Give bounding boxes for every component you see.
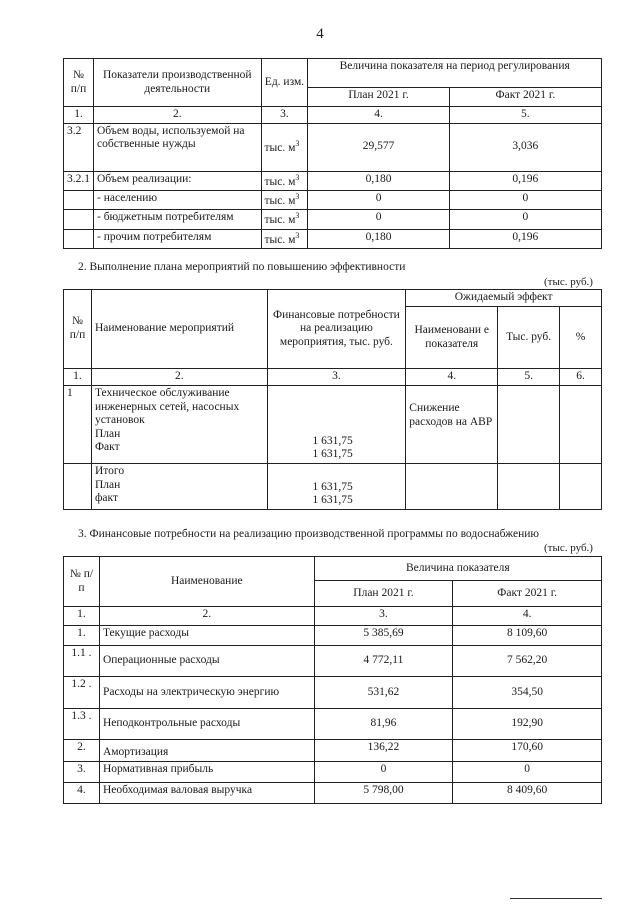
row-financing: 1 631,75 1 631,75 — [267, 464, 406, 510]
table-row — [64, 210, 602, 229]
row-effect — [406, 464, 498, 510]
row-plan: 531,62 — [314, 677, 453, 709]
row-fact: 8 109,60 — [453, 626, 602, 646]
col-number: 3. — [267, 369, 406, 386]
table-row — [64, 171, 602, 190]
row-name: Амортизация — [99, 740, 314, 762]
col-header-fact: Факт 2021 г. — [453, 581, 602, 607]
col-header-no: № п/п — [64, 290, 92, 369]
row-unit: тыс. $м^3$ — [261, 190, 308, 209]
row-effect-rub — [498, 386, 560, 464]
table-row — [64, 464, 602, 510]
row-plan: 136,22 — [314, 740, 453, 762]
col-number: 4. — [308, 107, 449, 124]
row-plan: 4 772,11 — [314, 646, 453, 677]
col-number: 3. — [261, 107, 308, 124]
table-row — [64, 646, 602, 677]
col-header-name: Наименование мероприятий — [91, 290, 267, 369]
row-name: Расходы на электрическую энергию — [99, 677, 314, 709]
row-fact: 170,60 — [453, 740, 602, 762]
row-unit: тыс. $м^3$ — [261, 229, 308, 248]
row-name: Итого План факт — [91, 464, 267, 510]
row-number — [64, 229, 94, 248]
row-number: 1. — [64, 626, 100, 646]
row-effect: Снижение расходов на АВР — [406, 386, 498, 464]
row-plan: 29,577 — [308, 123, 449, 171]
row-name: - прочим потребителям — [94, 229, 262, 248]
production-indicators-table — [63, 58, 602, 249]
col-header-indicators: Показатели производственной деятельности — [94, 59, 262, 107]
footer-rule — [510, 898, 602, 899]
financial-needs-table — [63, 556, 602, 804]
row-plan: 0 — [308, 210, 449, 229]
row-unit: тыс. $м^3$ — [261, 123, 308, 171]
table-row — [64, 123, 602, 171]
col-header-thousand-rub: Тыс. руб. — [498, 307, 560, 369]
row-name: Нормативная прибыль — [99, 762, 314, 783]
row-number — [64, 190, 94, 209]
row-effect-percent — [560, 386, 602, 464]
row-number — [64, 464, 92, 510]
table-row — [64, 677, 602, 709]
row-fact: 0,196 — [449, 171, 601, 190]
row-effect-percent — [560, 464, 602, 510]
row-plan: 0 — [308, 190, 449, 209]
row-name: Текущие расходы — [99, 626, 314, 646]
col-number: 3. — [314, 607, 453, 626]
row-number: 1.2 . — [64, 677, 100, 709]
table-row — [64, 626, 602, 646]
row-fact: 0,196 — [449, 229, 601, 248]
efficiency-measures-table — [63, 289, 602, 510]
table-row — [64, 762, 602, 783]
col-number: 2. — [91, 369, 267, 386]
table-row — [64, 783, 602, 804]
table-row — [64, 386, 602, 464]
col-header-no: № п/п — [64, 59, 94, 107]
row-name: Объем реализации: — [94, 171, 262, 190]
col-number: 1. — [64, 107, 94, 124]
col-header-effect: Ожидаемый эффект — [406, 290, 602, 307]
col-header-indicator-name: Наименовани е показателя — [406, 307, 498, 369]
row-name: Объем воды, используемой на собственные нужды — [94, 123, 262, 171]
row-plan: 5 385,69 — [314, 626, 453, 646]
table-row — [64, 190, 602, 209]
col-number: 6. — [560, 369, 602, 386]
row-number: 3.2 — [64, 123, 94, 171]
table-row — [64, 740, 602, 762]
section-2-unit: (тыс. руб.) — [544, 276, 593, 288]
row-name: Операционные расходы — [99, 646, 314, 677]
row-plan: 0,180 — [308, 229, 449, 248]
col-number: 1. — [64, 369, 92, 386]
col-number: 1. — [64, 607, 100, 626]
row-unit: тыс. $м^3$ — [261, 171, 308, 190]
table-row — [64, 709, 602, 740]
row-plan: 81,96 — [314, 709, 453, 740]
col-header-value: Величина показателя — [314, 557, 601, 581]
row-name: - населению — [94, 190, 262, 209]
row-name: Техническое обслуживание инженерных сетей, насосных установок План Факт — [91, 386, 267, 464]
section-3-unit: (тыс. руб.) — [544, 542, 593, 554]
col-header-unit: Ед. изм. — [261, 59, 308, 107]
col-number: 4. — [406, 369, 498, 386]
row-fact: 8 409,60 — [453, 783, 602, 804]
page-number: 4 — [316, 26, 324, 42]
row-plan: 5 798,00 — [314, 783, 453, 804]
row-number — [64, 210, 94, 229]
row-number: 3. — [64, 762, 100, 783]
col-number: 4. — [453, 607, 602, 626]
row-name: Неподконтрольные расходы — [99, 709, 314, 740]
row-number: 1 — [64, 386, 92, 464]
row-fact: 354,50 — [453, 677, 602, 709]
row-fact: 3,036 — [449, 123, 601, 171]
col-number: 5. — [498, 369, 560, 386]
col-header-plan: План 2021 г. — [314, 581, 453, 607]
row-fact: 0 — [453, 762, 602, 783]
row-unit: тыс. $м^3$ — [261, 210, 308, 229]
col-number: 2. — [99, 607, 314, 626]
row-plan: 0,180 — [308, 171, 449, 190]
row-plan: 0 — [314, 762, 453, 783]
col-header-percent: % — [560, 307, 602, 369]
row-number: 3.2.1 — [64, 171, 94, 190]
col-header-name: Наименование — [99, 557, 314, 607]
row-name: - бюджетным потребителям — [94, 210, 262, 229]
row-number: 1.3 . — [64, 709, 100, 740]
row-fact: 0 — [449, 210, 601, 229]
row-fact: 192,90 — [453, 709, 602, 740]
col-header-no: № п/п — [64, 557, 100, 607]
col-number: 5. — [449, 107, 601, 124]
section-3-title: 3. Финансовые потребности на реализацию производственной программы по водоснабжению — [78, 528, 539, 540]
row-financing: 1 631,75 1 631,75 — [267, 386, 406, 464]
col-header-value: Величина показателя на период регулирования — [308, 59, 602, 88]
row-fact: 0 — [449, 190, 601, 209]
col-header-financing: Финансовые потребности на реализацию мероприятия, тыс. руб. — [267, 290, 406, 369]
col-header-fact: Факт 2021 г. — [449, 88, 601, 107]
row-fact: 7 562,20 — [453, 646, 602, 677]
col-header-plan: План 2021 г. — [308, 88, 449, 107]
row-name: Необходимая валовая выручка — [99, 783, 314, 804]
row-number: 2. — [64, 740, 100, 762]
section-2-title: 2. Выполнение плана мероприятий по повышению эффективности — [78, 261, 406, 273]
row-number: 4. — [64, 783, 100, 804]
table-row — [64, 229, 602, 248]
row-number: 1.1 . — [64, 646, 100, 677]
col-number: 2. — [94, 107, 262, 124]
row-effect-rub — [498, 464, 560, 510]
